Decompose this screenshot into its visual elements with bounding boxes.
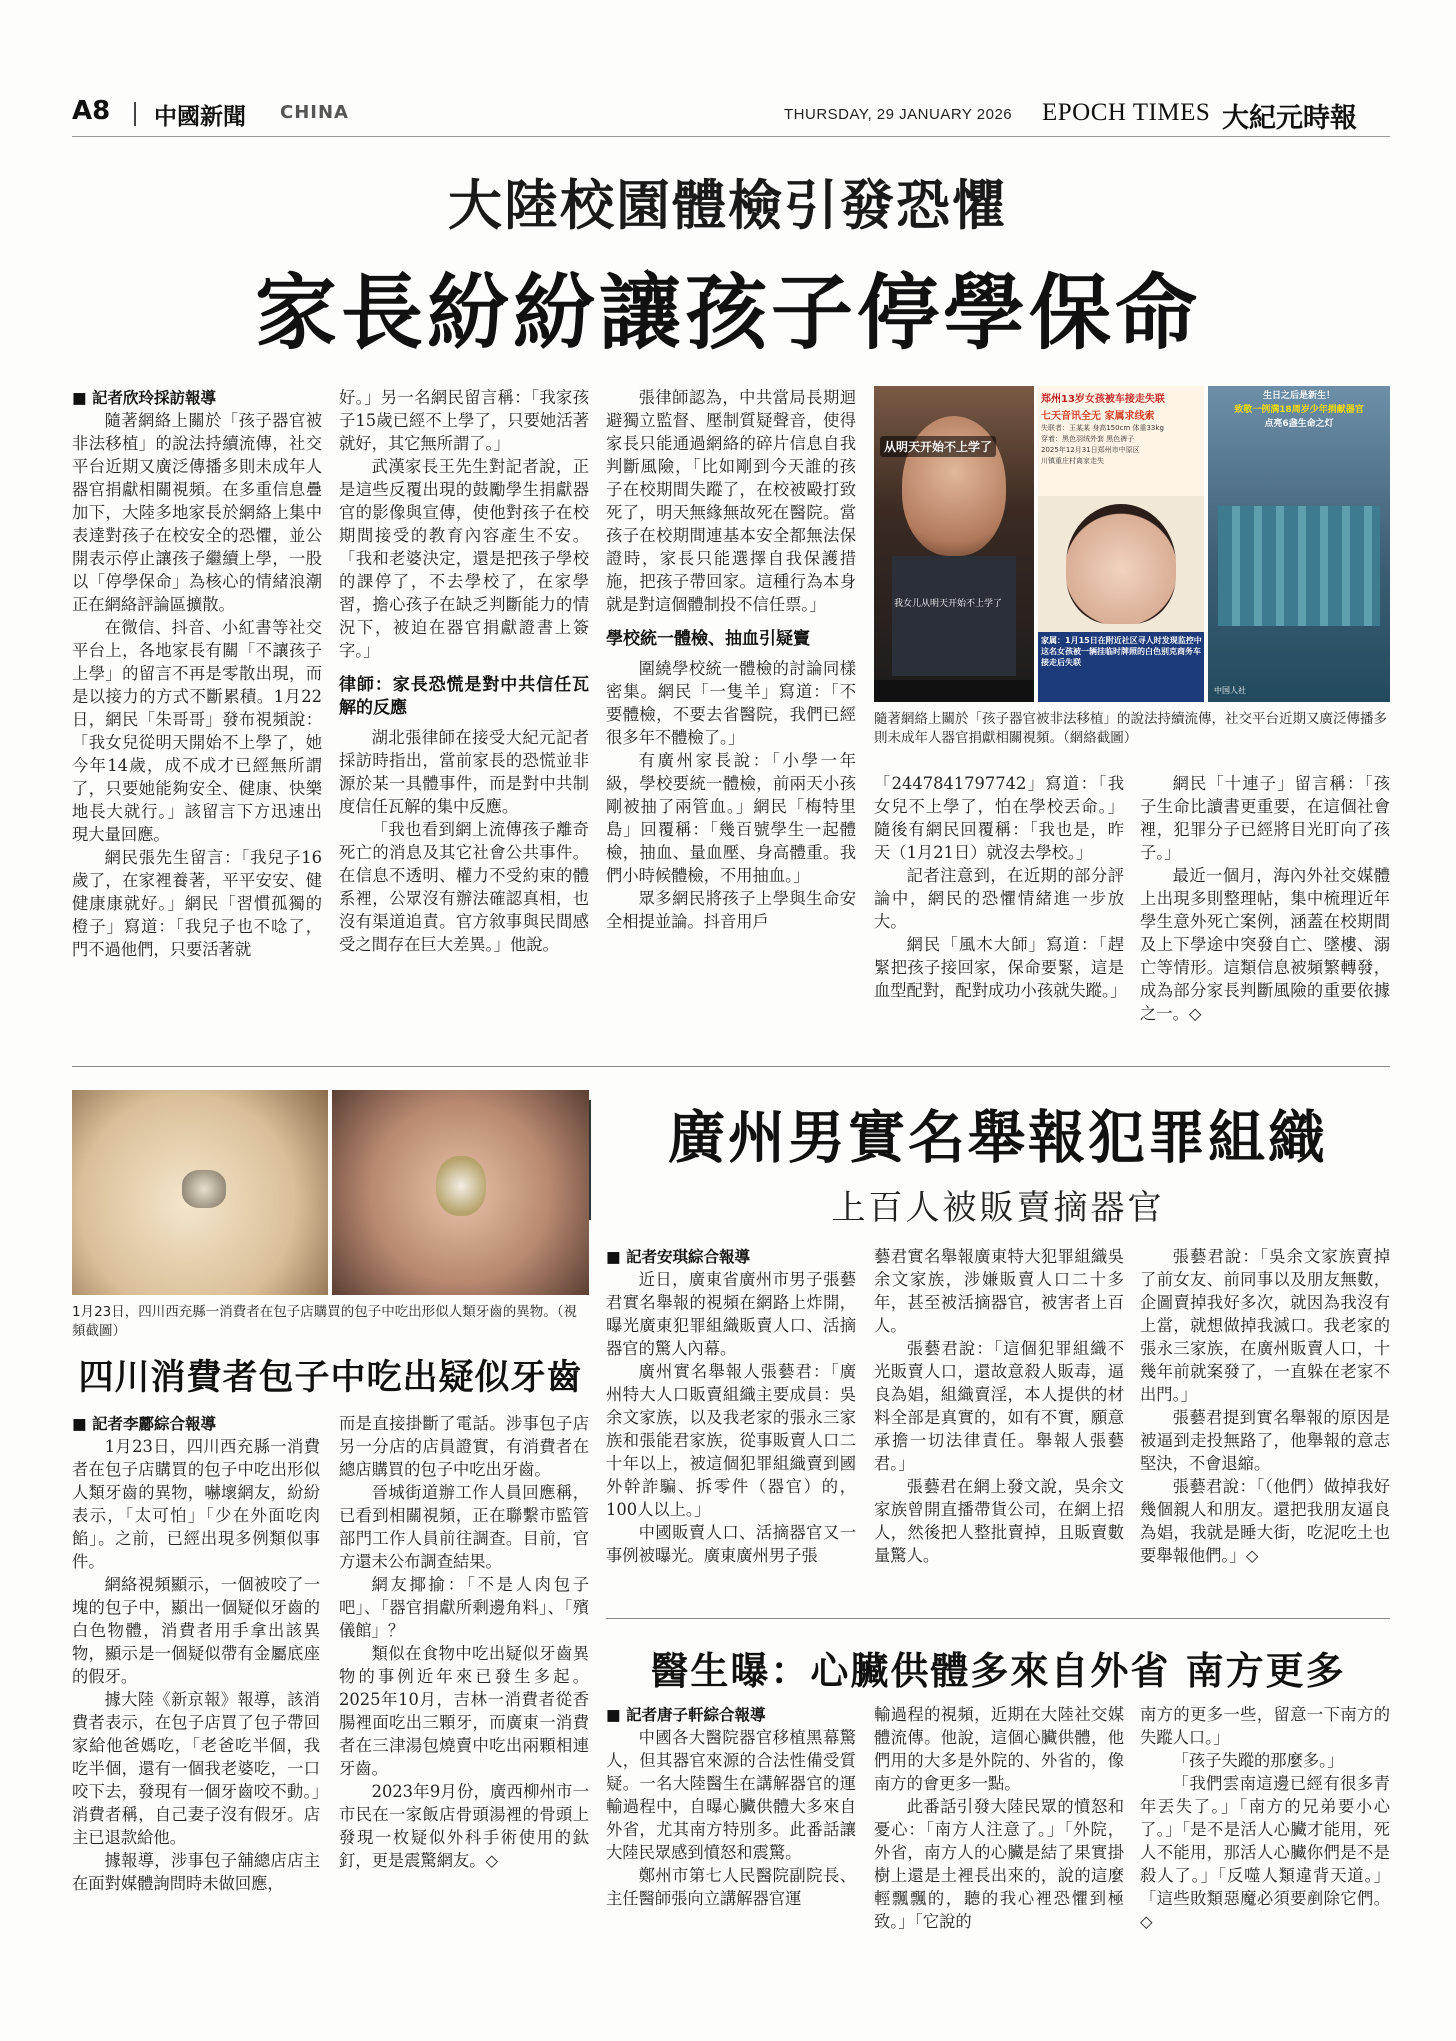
story2-byline: ■ 記者李酈綜合報導: [72, 1412, 320, 1434]
notice-line: 失联者：王某某 身高150cm 体重33kg: [1041, 424, 1164, 432]
story1-column-5: [1140, 772, 1390, 1025]
paragraph: 「孩子失蹤的那麼多。」: [1172, 1751, 1344, 1770]
section-name-en: CHINA: [280, 102, 349, 123]
girl-face-image: [1066, 504, 1176, 624]
story1-headline: 家長紛紛讓孩子停學保命: [254, 265, 1201, 361]
video-toolbar: [874, 680, 1034, 702]
column-divider: [589, 1100, 591, 1220]
notice-title: 郑州13岁女孩被车接走失联: [1041, 394, 1165, 405]
paragraph: 鄭州市第七人民醫院副院長、主任醫師張向立講解器官運: [606, 1866, 856, 1908]
paragraph: 眾多網民將孩子上學與生命安全相提並論。抖音用戶: [606, 889, 856, 931]
notice-line: 穿着：黑色羽绒外套 黑色裤子: [1041, 435, 1135, 443]
tooth-object-image: [436, 1156, 486, 1216]
paragraph: 張藝君在網上發文說，吳余文家族曾開直播帶貨公司，在網上招人，然後把人整批賣掉，且販賣數量驚人。: [874, 1477, 1124, 1565]
video-screenshot-1: [874, 386, 1034, 702]
missing-notice-header: [1038, 386, 1204, 496]
story1-kicker: 大陸校園體檢引發恐懼: [448, 173, 1008, 237]
story4-column-3: [1140, 1703, 1390, 1933]
page-header: [72, 96, 1390, 134]
story4-column-2: [874, 1703, 1124, 1933]
story1-column-3: [606, 386, 856, 933]
paragraph: 而是直接掛斷了電話。涉事包子店另一分店的店員證實，有消費者在總店購買的包子中吃出牙齒。: [339, 1414, 589, 1479]
paragraph: 「我也看到網上流傳孩子離奇死亡的消息及其它社會公共事件。在信息不透明、權力不受約束的體系裡，公眾沒有辦法確認真相，也沒有渠道追責。官方敘事與民間感受之間存在巨大差異。」他說。: [339, 820, 589, 954]
header-divider: [134, 102, 136, 126]
paragraph: 近日，廣東省廣州市男子張藝君實名舉報的視頻在網路上炸開，曝光廣東犯罪組織販賣人口、活摘器官的驚人內幕。: [606, 1270, 856, 1358]
video-screenshot-2: [1038, 386, 1204, 702]
paragraph: 晉城街道辦工作人員回應稱，已看到相關視頻，正在聯繫市監管部門工作人員前往調查。目前，官方還未公布調查結果。: [339, 1483, 589, 1571]
bun-photo-2: [332, 1090, 589, 1295]
paragraph: 據大陸《新京報》報導，該消費者表示，在包子店買了包子帶回家給他爸媽吃，「老爸吃半個，我吃半個，還有一個我老婆吃，一口咬下去，發現有一個牙齒咬不動。」消費者稱，自己妻子沒有假牙。店主已退款給他。: [72, 1690, 320, 1847]
story2-photo-caption: 1月23日，四川西充縣一消費者在包子店購買的包子中吃出形似人類牙齒的異物。（視頻截圖）: [72, 1304, 578, 1339]
story1-subhead-1: 律師：家長恐慌是對中共信任瓦解的反應: [339, 675, 589, 718]
story2-headline: 四川消費者包子中吃出疑似牙齒: [78, 1357, 583, 1398]
paragraph: 據報導，涉事包子舖總店店主在面對媒體詢問時未做回應，: [72, 1851, 320, 1893]
story3-headline: 廣州男實名舉報犯罪組織: [668, 1104, 1328, 1171]
paragraph: 湖北張律師在接受大紀元記者採訪時指出，當前家長的恐慌並非源於某一具體事件，而是對中共制度信任瓦解的集中反應。: [339, 728, 589, 816]
paragraph: 張藝君說：「這個犯罪組織不光販賣人口，還故意殺人販毒，逼良為娼，組織賣淫，本人提供的材料全部是真實的，如有不實，願意承擔一切法律責任。舉報人張藝君。」: [874, 1339, 1124, 1473]
paragraph: 類似在食物中吃出疑似牙齒異物的事例近年來已發生多起。2025年10月，吉林一消費者從香腸裡面吃出三顆牙，而廣東一消費者在三津湯包燒賣中吃出兩顆相連牙齒。: [339, 1644, 589, 1778]
paragraph: 有廣州家長說：「小學一年級，學校要統一體檢，前兩天小孩剛被抽了兩管血。」網民「梅特里島」回覆稱：「幾百號學生一起體檢，抽血、量血壓、身高體重。我們小時候體檢，不用抽血。」: [606, 751, 856, 885]
video-subtitle: 我女儿从明天开始不上学了: [894, 599, 1003, 609]
bun-photo-1: [72, 1090, 328, 1295]
paragraph: 「2447841797742」寫道：「我女兒不上學了，怕在學校丟命。」隨後有網民回覆稱：「我也是，昨天（1月21日）就沒去學校。」: [874, 774, 1124, 862]
story4-headline: 醫生曝：心臟供體多來自外省 南方更多: [650, 1649, 1346, 1693]
video-title-line: 点亮6盏生命之灯: [1264, 419, 1334, 429]
story3-column-2: [874, 1245, 1124, 1567]
notice-line: 川镇重庄村离家走失: [1041, 457, 1104, 465]
notice-footer: 家属：1月15日在附近社区寻人时发现监控中这名女孩被一辆挂临时牌照的白色别克商务车接走后失联: [1038, 632, 1204, 702]
section-divider: [72, 1066, 1390, 1067]
story4-column-1: [606, 1703, 856, 1910]
video-title-line: 致敬一例满18周岁少年捐献器官: [1234, 405, 1364, 415]
story4-byline: ■ 記者唐子軒綜合報導: [606, 1703, 856, 1725]
story3-column-1: [606, 1245, 856, 1567]
jacket-shape: [892, 556, 1016, 676]
tooth-object-image: [182, 1170, 226, 1208]
paragraph: 張藝君說：「吳余文家族賣掉了前女友、前同事以及朋友無數，企圖賣掉我好多次，就因為我沒有上當，就想做掉我滅口。我老家的張永三家族，在廣州販賣人口，十幾年前就案發了，一直躲在老家不出門。」: [1140, 1247, 1390, 1404]
paragraph: 網絡視頻顯示，一個被咬了一塊的包子中，顯出一個疑似牙齒的白色物體，消費者用手拿出該異物，顯示是一個疑似帶有金屬底座的假牙。: [72, 1575, 320, 1686]
story1-column-2: [339, 386, 589, 956]
paragraph: 網民張先生留言：「我兒子16歲了，在家裡養著，平平安安、健健康康就好。」網民「習慣孤獨的橙子」寫道：「我兒子也不唸了，門不過他們，只要活著就: [72, 848, 322, 959]
paragraph: 武漢家長王先生對記者說，正是這些反覆出現的鼓勵學生捐獻器官的影像與宣傳，使他對孩子在校期間接受的教育內容產生不安。「我和老婆決定，還是把孩子學校的課停了，不去學校了，在家學習，擔心孩子在缺乏判斷能力的情況下，被迫在器官捐獻證書上簽字。」: [339, 457, 589, 660]
paragraph: 輸過程的視頻，近期在大陸社交媒體流傳。他說，這個心臟供體，他們用的大多是外院的、外省的，像南方的會更多一點。: [874, 1705, 1124, 1793]
paragraph: 隨著網絡上關於「孩子器官被非法移植」的說法持續流傳，社交平台近期又廣泛傳播多則未成年人器官捐獻相關視頻。在多重信息疊加下，大陸多地家長於網絡上集中表達對孩子在校安全的恐懼，並公開表示停止讓孩子繼續上學，一股以「停學保命」為核心的情緒浪潮正在網絡評論區擴散。: [72, 411, 322, 614]
video-title-line: 生日之后是新生！: [1262, 391, 1335, 401]
paragraph: 網民「風木大師」寫道：「趕緊把孩子接回家，保命要緊，這是血型配對，配對成功小孩就失蹤。」: [874, 935, 1127, 1000]
story2-column-1: [72, 1412, 320, 1895]
story1-column-4: [874, 772, 1127, 1002]
paragraph: 記者注意到，在近期的部分評論中，網民的恐懼情緒進一步放大。: [874, 866, 1124, 931]
paragraph: 在微信、抖音、小紅書等社交平台上，各地家長有關「不讓孩子上學」的留言不再是零散出現，而是以接力的方式不斷累積。1月22日，網民「朱哥哥」發布視頻說：「我女兒從明天開始不上學了，她今年14歲，成不成才已經無所謂了，只要她能夠安全、健康、快樂地長大就行。」該留言下方迅速出現大量回應。: [72, 618, 322, 844]
paragraph: 「我們雲南這邊已經有很多青年丟失了。」「南方的兄弟要小心了。」「是不是活人心臟才能用，死人不能用，那活人心臟你們是不是殺人了。」「反噬人類違背天道。」「這些敗類惡魔必須要剷除它們。◇: [1140, 1774, 1390, 1931]
surgery-scene-image: [1218, 506, 1380, 626]
story1-photo-caption: 隨著網絡上關於「孩子器官被非法移植」的說法持續流傳，社交平台近期又廣泛傳播多則未成年人器官捐獻相關視頻。（網絡截圖）: [874, 711, 1387, 746]
story1-column-1: [72, 386, 322, 961]
paragraph: 中國販賣人口、活摘器官又一事例被曝光。廣東廣州男子張: [606, 1523, 856, 1565]
paragraph: 南方的更多一些，留意一下南方的失蹤人口。」: [1140, 1705, 1390, 1747]
paragraph: 張藝君說：「（他們）做掉我好幾個親人和朋友。還把我朋友逼良為娼，我就是睡大街，吃泥吃土也要舉報他們。」◇: [1140, 1477, 1390, 1565]
masthead-logo: EPOCH TIMES: [1042, 99, 1211, 126]
video-screenshot-3: [1208, 386, 1390, 702]
section-name: 中國新聞: [154, 104, 246, 130]
paragraph: 1月23日，四川西充縣一消費者在包子店購買的包子中吃出形似人類牙齒的異物，嚇壞網友，紛紛表示，「太可怕」「少在外面吃肉餡」。之前，已經出現多例類似事件。: [72, 1437, 320, 1571]
notice-line: 2025年12月31日郑州市中原区: [1041, 446, 1140, 454]
channel-badge: 中国人社: [1214, 686, 1246, 695]
section-divider: [606, 1618, 1390, 1619]
paragraph: 網友揶揄：「不是人肉包子吧」、「器官捐獻所剩邊角料」、「殯儀館」？: [339, 1575, 589, 1640]
paragraph: 張律師認為，中共當局長期迴避獨立監督、壓制質疑聲音，使得家長只能通過網絡的碎片信息自我判斷風險，「比如剛到今天誰的孩子在校期間失蹤了，在校被毆打致死了，明天無緣無故死在醫院。當孩子在校期間連基本安全都無法保證時，家長只能選擇自我保護措施，把孩子帶回家。這種行為本身就是對這個體制投不信任票。」: [606, 388, 856, 614]
paragraph: 此番話引發大陸民眾的憤怒和憂心：「南方人注意了。」「外院，外省，南方人的心臟是結了果實掛樹上還是土裡長出來的，說的這麼輕飄飄的，聽的我心裡恐懼到極致。」「它說的: [874, 1797, 1124, 1931]
masthead-logo-cn: 大紀元時報: [1222, 103, 1357, 134]
notice-line: 七天音讯全无 家属求线索: [1041, 411, 1155, 422]
story1-subhead-2: 學校統一體檢、抽血引疑竇: [606, 629, 810, 649]
story2-column-2: [339, 1412, 589, 1872]
story3-column-3: [1140, 1245, 1390, 1567]
video-overlay-text: 从明天开始不上学了: [880, 436, 996, 457]
paragraph: 好。」另一名網民留言稱：「我家孩子15歲已經不上學了，只要她活著就好，其它無所謂了。」: [339, 388, 589, 453]
story3-subhead: 上百人被販賣摘器官: [831, 1188, 1165, 1228]
issue-date: THURSDAY, 29 JANUARY 2026: [784, 106, 1013, 123]
page-number: A8: [72, 96, 111, 126]
paragraph: 廣州實名舉報人張藝君：「廣州特大人口販賣組織主要成員：吳余文家族，以及我老家的張永三家族和張能君家族，從事販賣人口二十年以上，被這個犯罪組織賣到國外幹詐騙、拆零件（器官）的，100人以上。」: [606, 1362, 856, 1519]
story3-byline: ■ 記者安琪綜合報導: [606, 1245, 856, 1267]
paragraph: 圍繞學校統一體檢的討論同樣密集。網民「一隻羊」寫道：「不要體檢，不要去省醫院，我們已經很多年不體檢了。」: [606, 659, 856, 747]
paragraph: 網民「十連子」留言稱：「孩子生命比讀書更重要，在這個社會裡，犯罪分子已經將目光盯向了孩子。」: [1140, 774, 1390, 862]
paragraph: 藝君實名舉報廣東特大犯罪組織吳余文家族，涉嫌販賣人口二十多年，甚至被活摘器官，被害者上百人。: [874, 1247, 1124, 1335]
header-rule: [72, 136, 1390, 137]
paragraph: 最近一個月，海內外社交媒體上出現多則整理帖，集中梳理近年學生意外死亡案例，涵蓋在校期間及上下學途中突發自亡、墜樓、溺亡等情形。這類信息被頻繁轉發，成為部分家長判斷風險的重要依據之一。◇: [1140, 866, 1390, 1023]
story1-byline: ■ 記者欣玲採訪報導: [72, 386, 322, 408]
paragraph: 2023年9月份，廣西柳州市一市民在一家飯店骨頭湯裡的骨頭上發現一枚疑似外科手術使用的鈦釘，更是震驚網友。◇: [339, 1782, 589, 1870]
paragraph: 中國各大醫院器官移植黑幕驚人，但其器官來源的合法性備受質疑。一名大陸醫生在講解器官的運輸過程中，自曝心臟供體大多來自外省，尤其南方特別多。此番話讓大陸民眾感到憤怒和震驚。: [606, 1728, 856, 1862]
paragraph: 張藝君提到實名舉報的原因是被逼到走投無路了，他舉報的意志堅決，不會退縮。: [1140, 1408, 1390, 1473]
